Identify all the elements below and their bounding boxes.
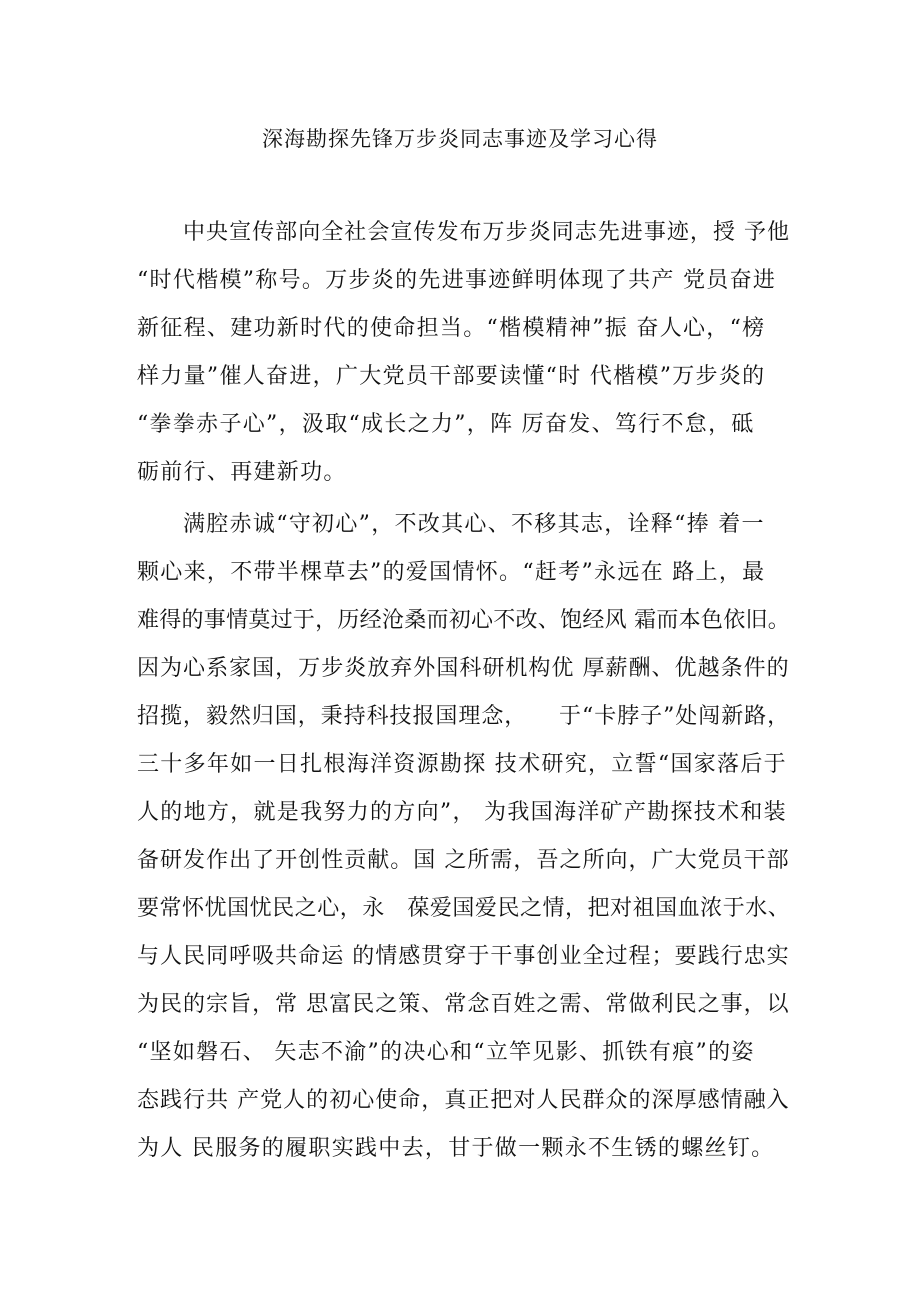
paragraph-line: 招揽，毅然归国，秉持科技报国理念， 于“卡脖子”处闯新路，: [137, 704, 791, 729]
paragraph-line: 为民的宗旨，常 思富民之策、常念百姓之需、常做利民之事，以: [137, 992, 790, 1017]
paragraph-line: 因为心系家国，万步炎放弃外国科研机构优 厚薪酬、优越条件的: [137, 656, 790, 681]
paragraph-line: 样力量”催人奋进，广大党员干部要读懂“时 代楷模”万步炎的: [137, 364, 766, 389]
paragraph-line: 三十多年如一日扎根海洋资源勘探 技术研究，立誓“国家落后于: [137, 752, 787, 777]
paragraph-line: 难得的事情莫过于，历经沧桑而初心不改、饱经风 霜而本色依旧。: [137, 608, 790, 633]
paragraph-line: “时代楷模”称号。万步炎的先进事迹鲜明体现了共产 党员奋进: [137, 268, 777, 293]
paragraph-line: “坚如磐石、 矢志不渝”的决心和“立竿见影、抓铁有痕”的姿: [137, 1040, 755, 1065]
paragraph-line: 人的地方，就是我努力的方向”， 为我国海洋矿产勘探技术和装: [137, 800, 787, 825]
paragraph-line: 满腔赤诚“守初心”，不改其心、不移其志，诠释“捧 着一: [183, 512, 765, 537]
paragraph-line: 新征程、建功新时代的使命担当。“楷模精神”振 奋人心，“榜: [137, 316, 766, 341]
paragraph-line: 备研发作出了开创性贡献。国 之所需，吾之所向，广大党员干部: [137, 848, 790, 873]
paragraph-line: 砺前行、再建新功。: [137, 460, 347, 485]
paragraph-line: 中央宣传部向全社会宣传发布万步炎同志先进事迹，授 予他: [183, 220, 791, 245]
paragraph-line: “拳拳赤子心”，汲取“成长之力”，阵 厉奋发、笃行不怠，砥: [137, 412, 755, 437]
paragraph-line: 与人民同呼吸共命运 的情感贯穿于干事创业全过程；要践行忠实: [137, 944, 790, 969]
paragraph-line: 态践行共 产党人的初心使命，真正把对人民群众的深厚感情融入: [137, 1088, 790, 1113]
document-title: 深海勘探先锋万步炎同志事迹及学习心得: [262, 127, 658, 151]
paragraph-line: 要常怀忧国忧民之心，永 葆爱国爱民之情，把对祖国血浓于水、: [137, 896, 791, 921]
paragraph-line: 颗心来，不带半棵草去”的爱国情怀。“赶考”永远在 路上，最: [137, 560, 766, 585]
paragraph-line: 为人 民服务的履职实践中去，甘于做一颗永不生锈的螺丝钉。: [137, 1136, 775, 1161]
